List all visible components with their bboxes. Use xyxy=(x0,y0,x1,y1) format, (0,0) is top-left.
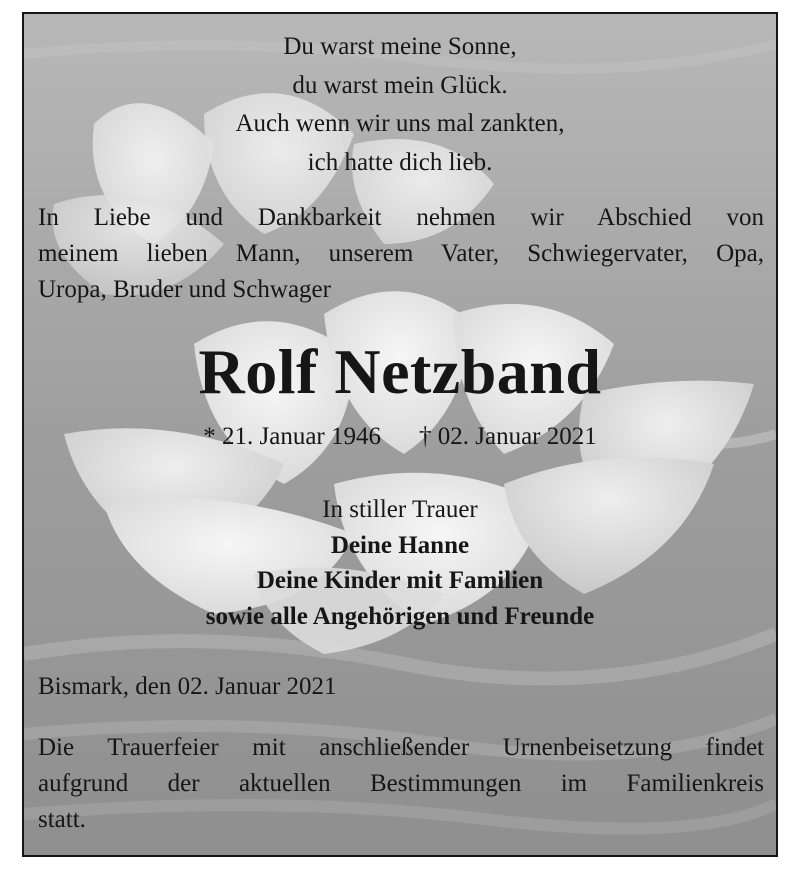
poem-line: Du warst meine Sonne, xyxy=(283,33,517,60)
mourner-name: Deine Kinder mit Familien xyxy=(256,567,544,594)
mourners xyxy=(24,492,776,634)
deceased-name: Rolf Netzband xyxy=(198,336,602,407)
mourner-name: Deine Hanne xyxy=(330,531,470,559)
mourner-name: sowie alle Angehörigen und Freunde xyxy=(205,602,595,630)
farewell-line: Uropa, Bruder und Schwager xyxy=(38,276,331,303)
farewell-line: In Liebe und Dankbarkeit nehmen wir Abschied von xyxy=(38,204,764,231)
farewell-text xyxy=(38,200,764,308)
poem-line: ich hatte dich lieb. xyxy=(307,148,493,176)
mourners-intro: In stiller Trauer xyxy=(322,496,478,523)
poem xyxy=(24,28,776,182)
poem-line: Auch wenn wir uns mal zankten, xyxy=(235,110,565,137)
notice-line: statt. xyxy=(38,806,86,833)
death-date: † 02. Januar 2021 xyxy=(419,423,597,450)
farewell-line: meinem lieben Mann, unserem Vater, Schwiegervater, Opa, xyxy=(38,240,764,267)
notice-line: aufgrund der aktuellen Bestimmungen im Familienkreis xyxy=(38,770,764,797)
funeral-notice xyxy=(38,730,764,838)
notice-line: Die Trauerfeier mit anschließender Urnenbeisetzung findet xyxy=(38,734,764,761)
poem-line: du warst mein Glück. xyxy=(292,71,508,99)
birth-date: * 21. Januar 1946 xyxy=(203,423,381,450)
place-and-date: Bismark, den 02. Januar 2021 xyxy=(38,673,337,700)
life-dates xyxy=(24,419,776,455)
obituary-notice xyxy=(22,12,778,857)
